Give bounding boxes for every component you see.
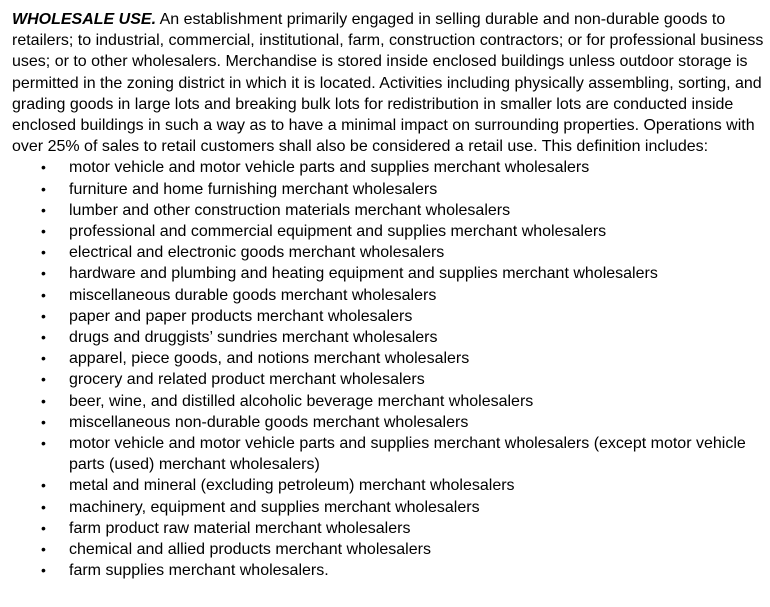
bullet-icon: •	[41, 541, 46, 558]
bullet-icon: •	[41, 265, 46, 282]
bullet-icon: •	[41, 159, 46, 176]
list-item	[12, 242, 764, 263]
list-item-text: miscellaneous non-durable goods merchant wholesalers	[69, 413, 469, 431]
bullet-icon: •	[41, 435, 46, 452]
list-item	[12, 412, 764, 433]
list-item	[12, 327, 764, 348]
bullet-icon: •	[41, 329, 46, 346]
list-item-text: lumber and other construction materials merchant wholesalers	[69, 201, 511, 219]
bullet-icon: •	[41, 371, 46, 388]
list-item	[12, 157, 764, 178]
list-item-text: drugs and druggists’ sundries merchant wholesalers	[69, 329, 438, 347]
definition-text: An establishment primarily engaged in selling durable and non-durable goods to retailers; to industrial, commercial, institutional, farm, construction contractors; or for professional business uses; or to other wholesalers. Merchandise is stored inside enclosed buildings unless outdoor storage is permitted in the zoning district in which it is located. Activities including physically assembling, sorting, and grading goods in large lots and breaking bulk lots for redistribution in smaller lots are conducted inside enclosed buildings in such a way as to have a minimal impact on surrounding properties. Operations with over 25% of sales to retail customers shall also be considered a retail use. This definition includes:	[12, 11, 764, 156]
definition-term: WHOLESALE USE.	[12, 11, 157, 28]
list-item-text: chemical and allied products merchant wholesalers	[69, 541, 431, 559]
list-item-text: motor vehicle and motor vehicle parts and supplies merchant wholesalers	[69, 159, 590, 177]
bullet-icon: •	[41, 498, 46, 515]
bullet-icon: •	[41, 562, 46, 579]
list-item	[12, 560, 764, 581]
list-item-text: furniture and home furnishing merchant wholesalers	[69, 180, 438, 198]
list-item-text: machinery, equipment and supplies merchant wholesalers	[69, 498, 480, 516]
list-item	[12, 391, 764, 412]
list-item-text: beer, wine, and distilled alcoholic beverage merchant wholesalers	[69, 392, 534, 410]
bullet-icon: •	[41, 477, 46, 494]
bullet-icon: •	[41, 307, 46, 324]
bullet-icon: •	[41, 392, 46, 409]
list-item-text: farm product raw material merchant wholesalers	[69, 519, 411, 537]
list-item-text: miscellaneous durable goods merchant wholesalers	[69, 286, 437, 304]
list-item	[12, 433, 764, 475]
definition-list	[12, 157, 764, 581]
bullet-icon: •	[41, 519, 46, 536]
document-body	[12, 9, 764, 581]
list-item-text: hardware and plumbing and heating equipment and supplies merchant wholesalers	[69, 265, 658, 283]
list-item	[12, 475, 764, 496]
bullet-icon: •	[41, 201, 46, 218]
list-item	[12, 369, 764, 390]
list-item-text: professional and commercial equipment and supplies merchant wholesalers	[69, 223, 607, 241]
list-item-text: metal and mineral (excluding petroleum) merchant wholesalers	[69, 477, 515, 495]
list-item-text: paper and paper products merchant wholesalers	[69, 307, 413, 325]
list-item	[12, 518, 764, 539]
list-item	[12, 285, 764, 306]
list-item	[12, 200, 764, 221]
list-item	[12, 497, 764, 518]
list-item	[12, 221, 764, 242]
list-item-text: motor vehicle and motor vehicle parts and supplies merchant wholesalers (except motor vehicle parts (used) merchant wholesalers)	[69, 435, 746, 474]
list-item-text: apparel, piece goods, and notions merchant wholesalers	[69, 350, 470, 368]
list-item-text: electrical and electronic goods merchant wholesalers	[69, 244, 445, 262]
list-item	[12, 263, 764, 284]
list-item	[12, 539, 764, 560]
bullet-icon: •	[41, 413, 46, 430]
bullet-icon: •	[41, 350, 46, 367]
list-item	[12, 348, 764, 369]
bullet-icon: •	[41, 286, 46, 303]
bullet-icon: •	[41, 180, 46, 197]
definition-paragraph	[12, 9, 764, 157]
list-item	[12, 179, 764, 200]
list-item-text: grocery and related product merchant wholesalers	[69, 371, 425, 389]
list-item	[12, 306, 764, 327]
list-item-text: farm supplies merchant wholesalers.	[69, 562, 329, 580]
bullet-icon: •	[41, 223, 46, 240]
bullet-icon: •	[41, 244, 46, 261]
